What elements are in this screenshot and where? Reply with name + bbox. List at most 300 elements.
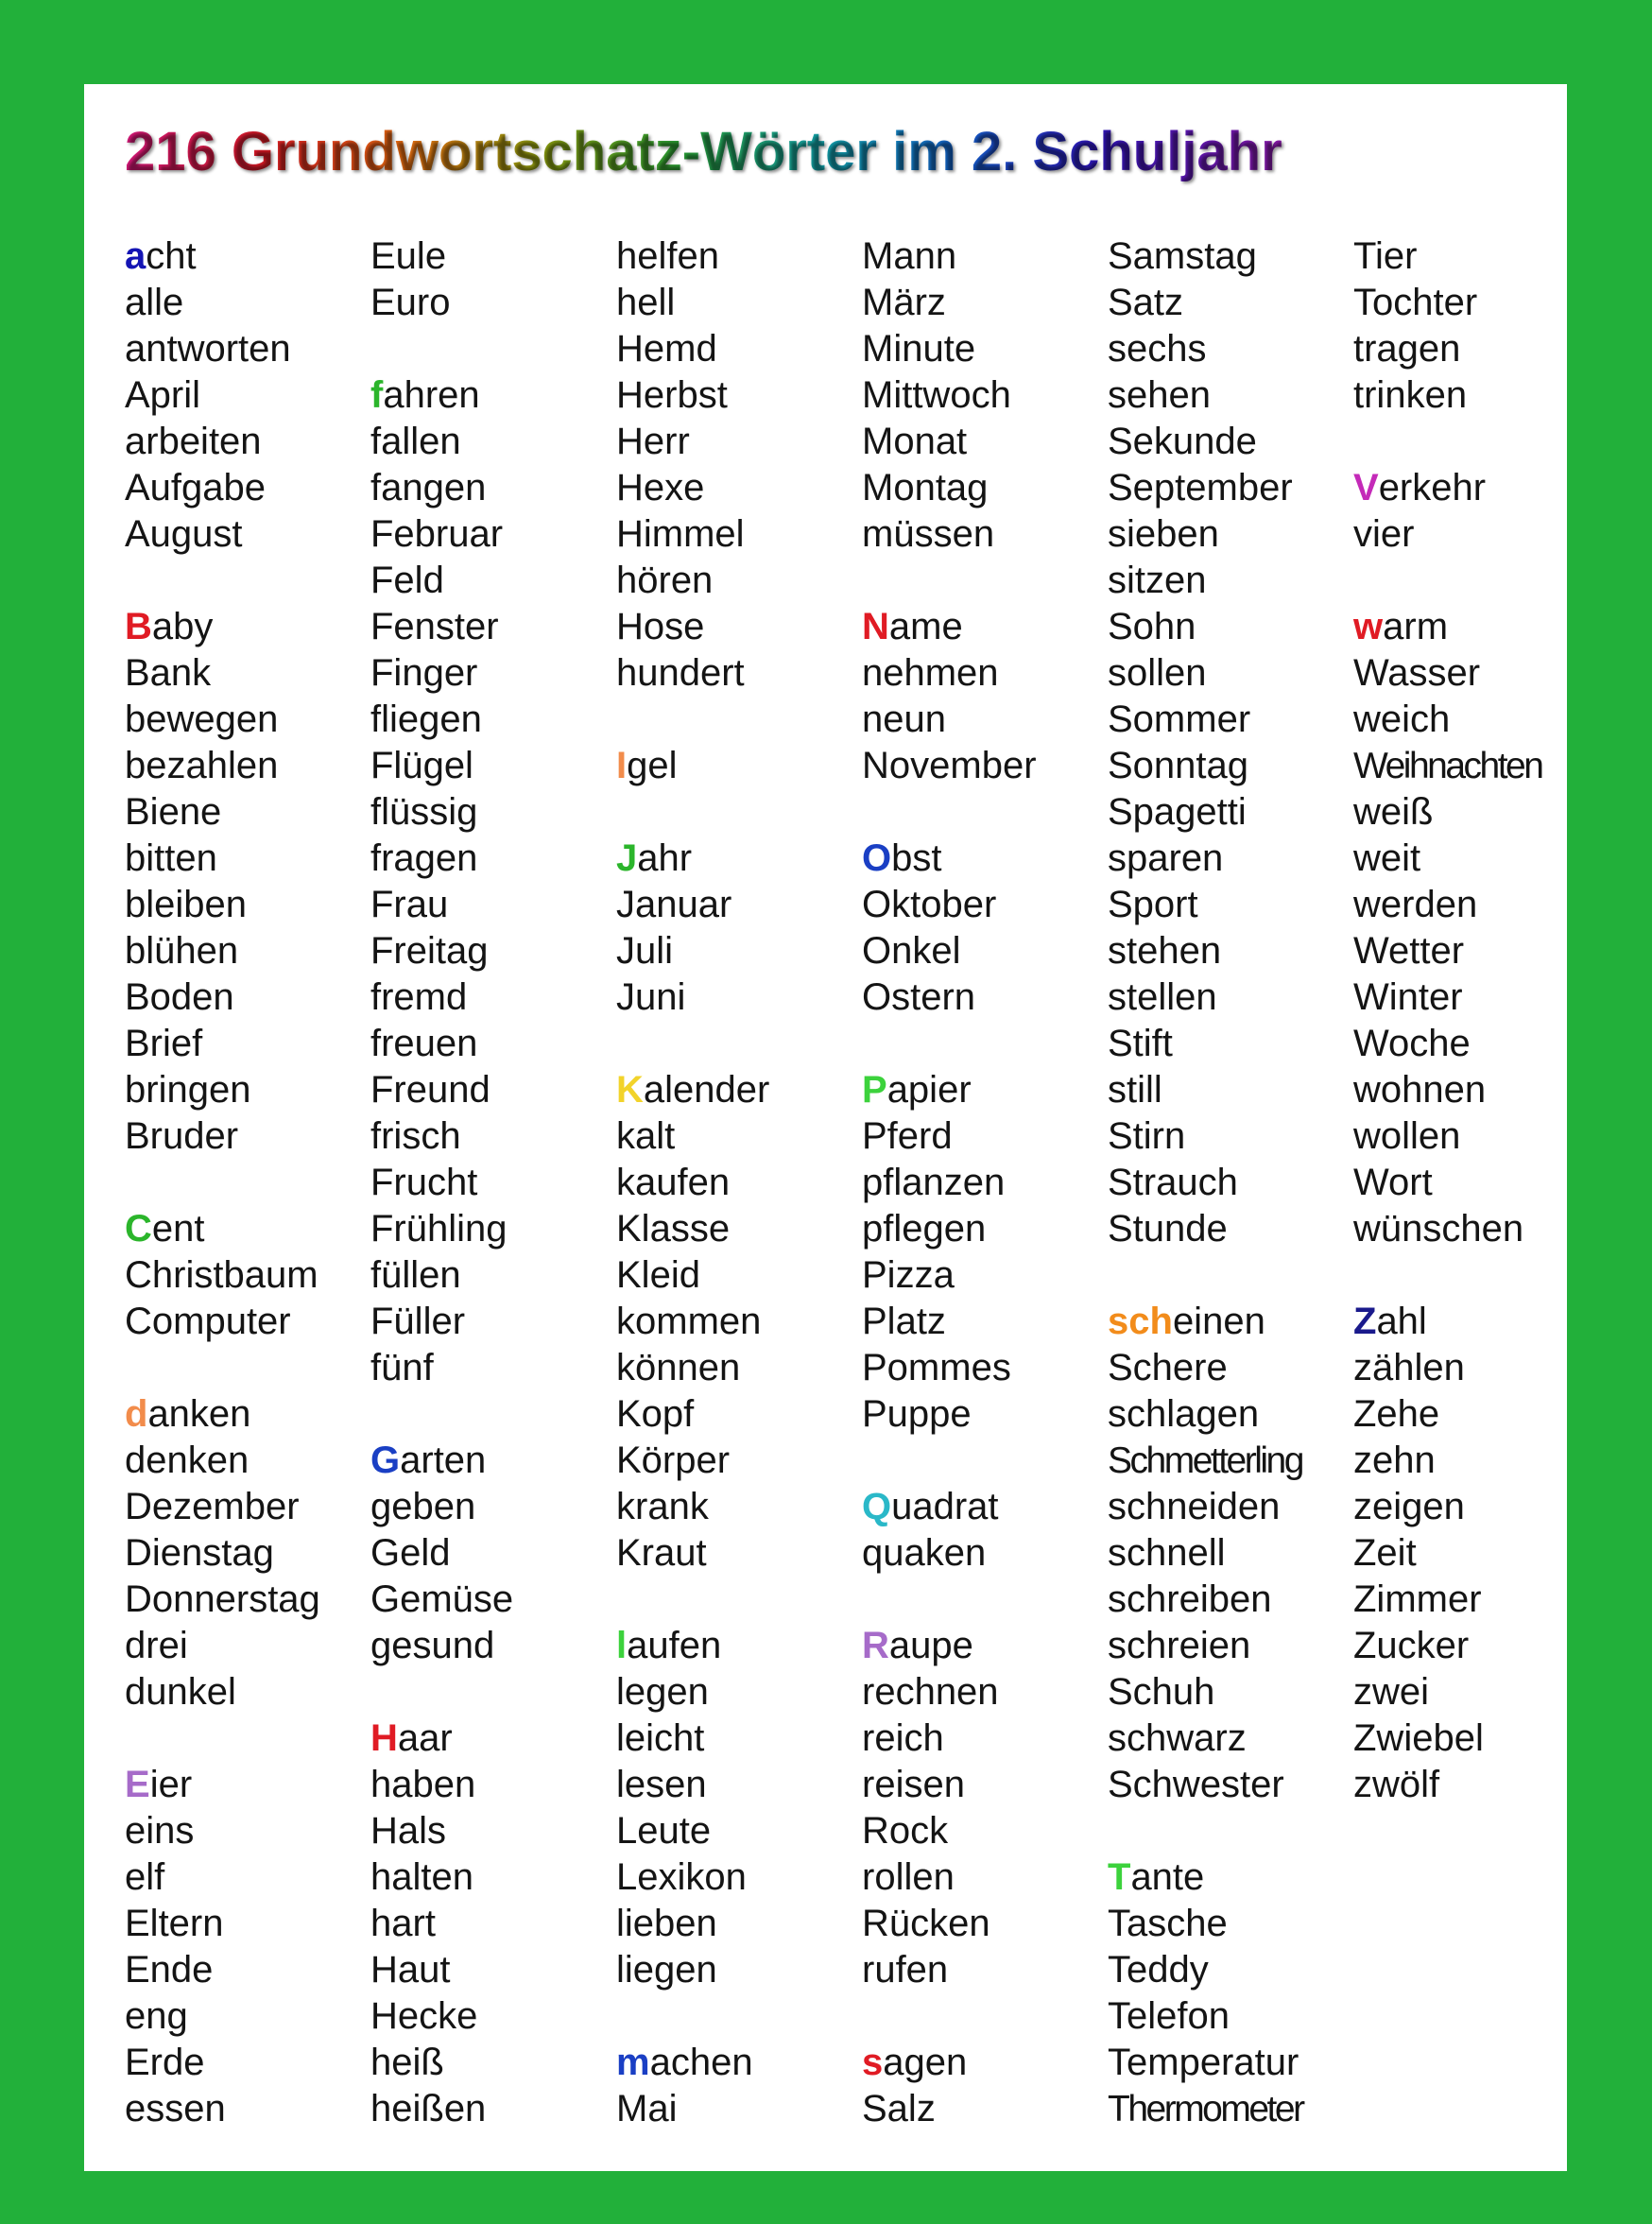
word-item: hören bbox=[616, 560, 714, 601]
word-item: Kopf bbox=[616, 1393, 695, 1435]
headword bbox=[616, 1623, 857, 1669]
word-column bbox=[125, 233, 366, 2171]
letter-group bbox=[1353, 233, 1567, 419]
word-item: Ostern bbox=[862, 976, 976, 1018]
word-item: Satz bbox=[1108, 282, 1184, 323]
word-item: rufen bbox=[862, 1949, 949, 1991]
headword-rest: arten bbox=[400, 1440, 487, 1481]
initial-letter: m bbox=[616, 2042, 650, 2083]
word-item: Thermometer bbox=[1108, 2089, 1303, 2129]
initial-letter: s bbox=[862, 2042, 884, 2083]
word-item: krank bbox=[616, 1486, 709, 1527]
word-item: Spagetti bbox=[1108, 791, 1247, 833]
word-item: zeigen bbox=[1353, 1486, 1465, 1527]
word-item: Januar bbox=[616, 884, 732, 925]
word-item: Himmel bbox=[616, 513, 745, 555]
word-item: sollen bbox=[1108, 652, 1207, 694]
word-item: Sohn bbox=[1108, 606, 1196, 647]
word-item: heiß bbox=[370, 2042, 444, 2083]
headword bbox=[370, 1438, 611, 1484]
word-item: stellen bbox=[1108, 976, 1217, 1018]
letter-group bbox=[1108, 1299, 1349, 1808]
word-item: Hals bbox=[370, 1810, 447, 1852]
word-item: Temperatur bbox=[1108, 2042, 1299, 2083]
word-item: Freund bbox=[370, 1069, 490, 1111]
word-item: Herbst bbox=[616, 374, 728, 416]
headword-rest: ante bbox=[1130, 1856, 1205, 1898]
word-item: kalt bbox=[616, 1115, 676, 1157]
word-item: legen bbox=[616, 1671, 709, 1713]
word-item: Euro bbox=[370, 282, 451, 323]
headword-rest: apier bbox=[886, 1069, 972, 1111]
word-item: tragen bbox=[1353, 328, 1461, 370]
initial-letter: N bbox=[862, 606, 889, 647]
word-item: Hemd bbox=[616, 328, 717, 370]
word-item: Klasse bbox=[616, 1208, 731, 1250]
letter-group bbox=[616, 1067, 857, 1577]
word-item: zählen bbox=[1353, 1347, 1465, 1388]
word-item: pflegen bbox=[862, 1208, 987, 1250]
initial-letter: J bbox=[616, 837, 638, 879]
word-item: Biene bbox=[125, 791, 222, 833]
initial-letter: I bbox=[616, 745, 628, 786]
word-item: hell bbox=[616, 282, 676, 323]
headword bbox=[862, 1484, 1103, 1530]
word-item: Erde bbox=[125, 2042, 205, 2083]
word-item: Hose bbox=[616, 606, 705, 647]
headword-rest: anken bbox=[147, 1393, 251, 1435]
word-item: müssen bbox=[862, 513, 995, 555]
word-item: Sonntag bbox=[1108, 745, 1249, 786]
word-item: reisen bbox=[862, 1764, 965, 1805]
headword bbox=[1353, 604, 1567, 650]
word-item: Flügel bbox=[370, 745, 473, 786]
headword-rest: ame bbox=[888, 606, 963, 647]
word-item: fliegen bbox=[370, 698, 482, 740]
word-item: Ende bbox=[125, 1949, 214, 1991]
initial-letter: P bbox=[862, 1069, 887, 1111]
word-item bbox=[862, 233, 1103, 280]
headword bbox=[616, 2040, 857, 2086]
word-item: Telefon bbox=[1108, 1995, 1230, 2037]
word-item: nehmen bbox=[862, 652, 999, 694]
word-item: September bbox=[1108, 467, 1293, 509]
word-item: Bank bbox=[125, 652, 212, 694]
word-item: Donnerstag bbox=[125, 1578, 320, 1620]
word-item: wollen bbox=[1353, 1115, 1461, 1157]
word-item: bleiben bbox=[125, 884, 248, 925]
word-item: Brief bbox=[125, 1023, 203, 1064]
letter-group bbox=[616, 743, 857, 789]
word-item: März bbox=[862, 282, 946, 323]
letter-group bbox=[862, 1484, 1103, 1577]
headword-rest: aupe bbox=[888, 1625, 973, 1666]
word-item: bitten bbox=[125, 837, 217, 879]
headword-rest: uadrat bbox=[891, 1486, 999, 1527]
headword bbox=[125, 1762, 366, 1808]
initial-letter: C bbox=[125, 1208, 152, 1250]
word-item: schreien bbox=[1108, 1625, 1251, 1666]
word-item: schwarz bbox=[1108, 1717, 1247, 1759]
word-item: pflanzen bbox=[862, 1162, 1006, 1203]
word-item: sechs bbox=[1108, 328, 1207, 370]
word-item: Stunde bbox=[1108, 1208, 1228, 1250]
headword bbox=[1108, 1299, 1349, 1345]
word-item: Zwiebel bbox=[1353, 1717, 1484, 1759]
word-item: April bbox=[125, 374, 201, 416]
letter-group bbox=[1108, 233, 1349, 1252]
word-item: können bbox=[616, 1347, 741, 1388]
word-item: füllen bbox=[370, 1254, 461, 1296]
word-item: rechnen bbox=[862, 1671, 999, 1713]
word-item: bewegen bbox=[125, 698, 279, 740]
word-item: rollen bbox=[862, 1856, 955, 1898]
letter-group bbox=[1353, 465, 1567, 558]
word-item: Boden bbox=[125, 976, 234, 1018]
headword-rest: Eule bbox=[370, 235, 447, 277]
initial-letter: E bbox=[125, 1764, 150, 1805]
word-item: arbeiten bbox=[125, 421, 262, 462]
headword bbox=[1353, 1299, 1567, 1345]
word-item: Monat bbox=[862, 421, 968, 462]
page-title: 216 Grundwortschatz-Wörter im 2. Schuljahr bbox=[125, 121, 1282, 182]
letter-group bbox=[1353, 604, 1567, 1252]
word-item: Freitag bbox=[370, 930, 489, 972]
letter-group bbox=[862, 604, 1103, 789]
word-item: quaken bbox=[862, 1532, 987, 1574]
letter-group bbox=[125, 1206, 366, 1345]
word-item: elf bbox=[125, 1856, 165, 1898]
word-item: schreiben bbox=[1108, 1578, 1272, 1620]
word-item: weiß bbox=[1353, 791, 1434, 833]
headword-rest: ent bbox=[151, 1208, 205, 1250]
letter-group bbox=[370, 1438, 611, 1669]
word-item: stehen bbox=[1108, 930, 1222, 972]
word-item: sehen bbox=[1108, 374, 1211, 416]
initial-letter: T bbox=[1108, 1856, 1131, 1898]
headword bbox=[862, 604, 1103, 650]
headword-rest: Samstag bbox=[1108, 235, 1257, 277]
word-item: schlagen bbox=[1108, 1393, 1260, 1435]
letter-group bbox=[370, 233, 611, 326]
word-item: Gemüse bbox=[370, 1578, 514, 1620]
word-column bbox=[862, 233, 1103, 2171]
word-item: Bruder bbox=[125, 1115, 239, 1157]
word-item: vier bbox=[1353, 513, 1415, 555]
headword bbox=[616, 836, 857, 882]
word-item: Puppe bbox=[862, 1393, 972, 1435]
headword bbox=[862, 836, 1103, 882]
word-item: zwei bbox=[1353, 1671, 1430, 1713]
word-item: Frucht bbox=[370, 1162, 478, 1203]
word-item: Körper bbox=[616, 1440, 731, 1481]
headword-rest: ahl bbox=[1376, 1301, 1427, 1342]
word-item: Kraut bbox=[616, 1532, 707, 1574]
word-column bbox=[1108, 233, 1349, 2171]
word-item: lieben bbox=[616, 1903, 717, 1944]
word-item: fangen bbox=[370, 467, 487, 509]
word-item: Dienstag bbox=[125, 1532, 274, 1574]
word-item: hundert bbox=[616, 652, 745, 694]
word-item: Februar bbox=[370, 513, 504, 555]
word-item: Tasche bbox=[1108, 1903, 1228, 1944]
word-item: Finger bbox=[370, 652, 478, 694]
headword bbox=[862, 2040, 1103, 2086]
word-item: Schere bbox=[1108, 1347, 1228, 1388]
word-item: Oktober bbox=[862, 884, 997, 925]
word-item: Teddy bbox=[1108, 1949, 1209, 1991]
headword-rest: einen bbox=[1172, 1301, 1265, 1342]
word-item: Dezember bbox=[125, 1486, 300, 1527]
headword bbox=[125, 1391, 366, 1438]
initial-letter: R bbox=[862, 1625, 889, 1666]
headword-rest: ahr bbox=[637, 837, 693, 879]
word-item bbox=[1353, 233, 1567, 280]
headword-rest: erkehr bbox=[1378, 467, 1487, 509]
word-item: Hexe bbox=[616, 467, 705, 509]
initial-letter: O bbox=[862, 837, 892, 879]
word-item: Woche bbox=[1353, 1023, 1471, 1064]
word-item: bezahlen bbox=[125, 745, 279, 786]
word-item: weit bbox=[1353, 837, 1421, 879]
word-item: werden bbox=[1353, 884, 1478, 925]
initial-letter: K bbox=[616, 1069, 644, 1111]
word-item: Sekunde bbox=[1108, 421, 1257, 462]
word-item: halten bbox=[370, 1856, 473, 1898]
headword-rest: cht bbox=[146, 235, 197, 277]
word-item: eins bbox=[125, 1810, 195, 1852]
initial-letter: B bbox=[125, 606, 152, 647]
word-item: bringen bbox=[125, 1069, 251, 1111]
word-item: Geld bbox=[370, 1532, 451, 1574]
word-item: Pferd bbox=[862, 1115, 953, 1157]
headword-rest: ahren bbox=[383, 374, 480, 416]
letter-group bbox=[125, 1762, 366, 2132]
headword-rest: achen bbox=[649, 2042, 753, 2083]
initial-letter: G bbox=[370, 1440, 401, 1481]
word-item: Pizza bbox=[862, 1254, 955, 1296]
headword bbox=[862, 1067, 1103, 1113]
word-column bbox=[616, 233, 857, 2171]
letter-group bbox=[862, 1067, 1103, 1438]
word-item: August bbox=[125, 513, 243, 555]
word-column bbox=[370, 233, 611, 2171]
word-item: sieben bbox=[1108, 513, 1219, 555]
word-item: Salz bbox=[862, 2088, 936, 2129]
word-item: Zeit bbox=[1353, 1532, 1417, 1574]
word-item: liegen bbox=[616, 1949, 717, 1991]
word-item: Zucker bbox=[1353, 1625, 1470, 1666]
word-item: haben bbox=[370, 1764, 476, 1805]
word-item bbox=[616, 233, 857, 280]
headword-rest: aar bbox=[397, 1717, 453, 1759]
letter-group bbox=[125, 1391, 366, 1715]
word-item: wohnen bbox=[1353, 1069, 1487, 1111]
initial-letter: f bbox=[370, 374, 384, 416]
letter-group bbox=[616, 2040, 857, 2132]
word-item: lesen bbox=[616, 1764, 707, 1805]
word-item: freuen bbox=[370, 1023, 478, 1064]
headword-rest: helfen bbox=[616, 235, 719, 277]
word-item: schnell bbox=[1108, 1532, 1226, 1574]
word-item: still bbox=[1108, 1069, 1162, 1111]
headword-rest: Mann bbox=[862, 235, 957, 277]
letter-group bbox=[616, 233, 857, 697]
word-item: fallen bbox=[370, 421, 461, 462]
word-item: heißen bbox=[370, 2088, 487, 2129]
word-item: Zehe bbox=[1353, 1393, 1440, 1435]
headword-rest: aby bbox=[151, 606, 214, 647]
word-item: Onkel bbox=[862, 930, 961, 972]
word-item: Rock bbox=[862, 1810, 949, 1852]
word-item: Juli bbox=[616, 930, 674, 972]
word-item: schneiden bbox=[1108, 1486, 1281, 1527]
word-item: Rücken bbox=[862, 1903, 990, 1944]
word-item: leicht bbox=[616, 1717, 705, 1759]
word-item: fremd bbox=[370, 976, 468, 1018]
word-item: Frühling bbox=[370, 1208, 508, 1250]
letter-group bbox=[125, 233, 366, 558]
word-item: Füller bbox=[370, 1301, 466, 1342]
word-item: fragen bbox=[370, 837, 478, 879]
word-item: hart bbox=[370, 1903, 436, 1944]
word-item: alle bbox=[125, 282, 184, 323]
initial-letter: w bbox=[1353, 606, 1384, 647]
headword bbox=[862, 1623, 1103, 1669]
word-item: Kleid bbox=[616, 1254, 700, 1296]
word-item: Feld bbox=[370, 560, 444, 601]
word-item: zehn bbox=[1353, 1440, 1436, 1481]
headword-rest: gel bbox=[627, 745, 678, 786]
word-item: Fenster bbox=[370, 606, 499, 647]
word-item: Christbaum bbox=[125, 1254, 318, 1296]
word-item: drei bbox=[125, 1625, 188, 1666]
headword bbox=[616, 743, 857, 789]
word-item: kommen bbox=[616, 1301, 762, 1342]
word-item: frisch bbox=[370, 1115, 461, 1157]
word-item: reich bbox=[862, 1717, 944, 1759]
word-item: blühen bbox=[125, 930, 239, 972]
word-item: Eltern bbox=[125, 1903, 224, 1944]
initial-letter: l bbox=[616, 1625, 628, 1666]
initial-letter: sch bbox=[1108, 1301, 1173, 1342]
headword bbox=[125, 604, 366, 650]
word-item: sitzen bbox=[1108, 560, 1207, 601]
word-item: gesund bbox=[370, 1625, 495, 1666]
word-item: Pommes bbox=[862, 1347, 1011, 1388]
word-item: antworten bbox=[125, 328, 291, 370]
word-item: zwölf bbox=[1353, 1764, 1440, 1805]
word-item: geben bbox=[370, 1486, 476, 1527]
word-item: Schmetterling bbox=[1108, 1440, 1302, 1481]
word-item: Schuh bbox=[1108, 1671, 1215, 1713]
word-item: fünf bbox=[370, 1347, 434, 1388]
headword-rest: aufen bbox=[627, 1625, 722, 1666]
word-item: Stirn bbox=[1108, 1115, 1186, 1157]
word-item: Winter bbox=[1353, 976, 1463, 1018]
word-item: dunkel bbox=[125, 1671, 236, 1713]
word-item: Haut bbox=[370, 1949, 451, 1991]
headword-rest: arm bbox=[1383, 606, 1449, 647]
word-item: Sport bbox=[1108, 884, 1198, 925]
headword bbox=[370, 1715, 611, 1762]
initial-letter: a bbox=[125, 235, 146, 277]
letter-group bbox=[370, 372, 611, 1391]
headword-rest: bst bbox=[891, 837, 942, 879]
word-item: Minute bbox=[862, 328, 976, 370]
word-item: Strauch bbox=[1108, 1162, 1238, 1203]
word-item: Zimmer bbox=[1353, 1578, 1482, 1620]
word-item: Schwester bbox=[1108, 1764, 1284, 1805]
initial-letter: Q bbox=[862, 1486, 892, 1527]
word-item: trinken bbox=[1353, 374, 1468, 416]
letter-group bbox=[1108, 1854, 1349, 2132]
headword bbox=[1108, 1854, 1349, 1901]
headword bbox=[370, 372, 611, 419]
headword-rest: alender bbox=[643, 1069, 770, 1111]
word-item: Hecke bbox=[370, 1995, 478, 2037]
word-item bbox=[1108, 233, 1349, 280]
word-item: essen bbox=[125, 2088, 226, 2129]
word-list-sheet bbox=[84, 84, 1567, 2171]
initial-letter: H bbox=[370, 1717, 398, 1759]
word-column bbox=[1353, 233, 1567, 1854]
word-item: Frau bbox=[370, 884, 449, 925]
word-item: Computer bbox=[125, 1301, 291, 1342]
word-item: Leute bbox=[616, 1810, 712, 1852]
word-item bbox=[370, 233, 611, 280]
initial-letter: V bbox=[1353, 467, 1379, 509]
word-item: Mittwoch bbox=[862, 374, 1011, 416]
letter-group bbox=[862, 1623, 1103, 1993]
word-item: Aufgabe bbox=[125, 467, 267, 509]
word-item: flüssig bbox=[370, 791, 478, 833]
word-item: Stift bbox=[1108, 1023, 1173, 1064]
word-item: Weihnachten bbox=[1353, 746, 1542, 786]
headword bbox=[1353, 465, 1567, 511]
word-item: Montag bbox=[862, 467, 989, 509]
headword bbox=[125, 233, 366, 280]
word-item: Mai bbox=[616, 2088, 678, 2129]
headword-rest: ier bbox=[149, 1764, 193, 1805]
letter-group bbox=[862, 233, 1103, 558]
letter-group bbox=[370, 1715, 611, 2132]
headword bbox=[616, 1067, 857, 1113]
initial-letter: Z bbox=[1353, 1301, 1377, 1342]
headword bbox=[125, 1206, 366, 1252]
word-item: Lexikon bbox=[616, 1856, 747, 1898]
letter-group bbox=[125, 604, 366, 1160]
letter-group bbox=[862, 836, 1103, 1021]
initial-letter: d bbox=[125, 1393, 148, 1435]
word-item: November bbox=[862, 745, 1037, 786]
letter-group bbox=[862, 2040, 1103, 2132]
word-item: Sommer bbox=[1108, 698, 1251, 740]
word-item: eng bbox=[125, 1995, 188, 2037]
word-item: denken bbox=[125, 1440, 250, 1481]
word-item: Juni bbox=[616, 976, 686, 1018]
word-item: weich bbox=[1353, 698, 1451, 740]
word-item: neun bbox=[862, 698, 946, 740]
word-item: Wetter bbox=[1353, 930, 1465, 972]
letter-group bbox=[1353, 1299, 1567, 1808]
word-item: Wasser bbox=[1353, 652, 1481, 694]
letter-group bbox=[616, 1623, 857, 1993]
word-item: Platz bbox=[862, 1301, 946, 1342]
headword-rest: agen bbox=[883, 2042, 968, 2083]
letter-group bbox=[616, 836, 857, 1021]
headword-rest: Tier bbox=[1353, 235, 1418, 277]
